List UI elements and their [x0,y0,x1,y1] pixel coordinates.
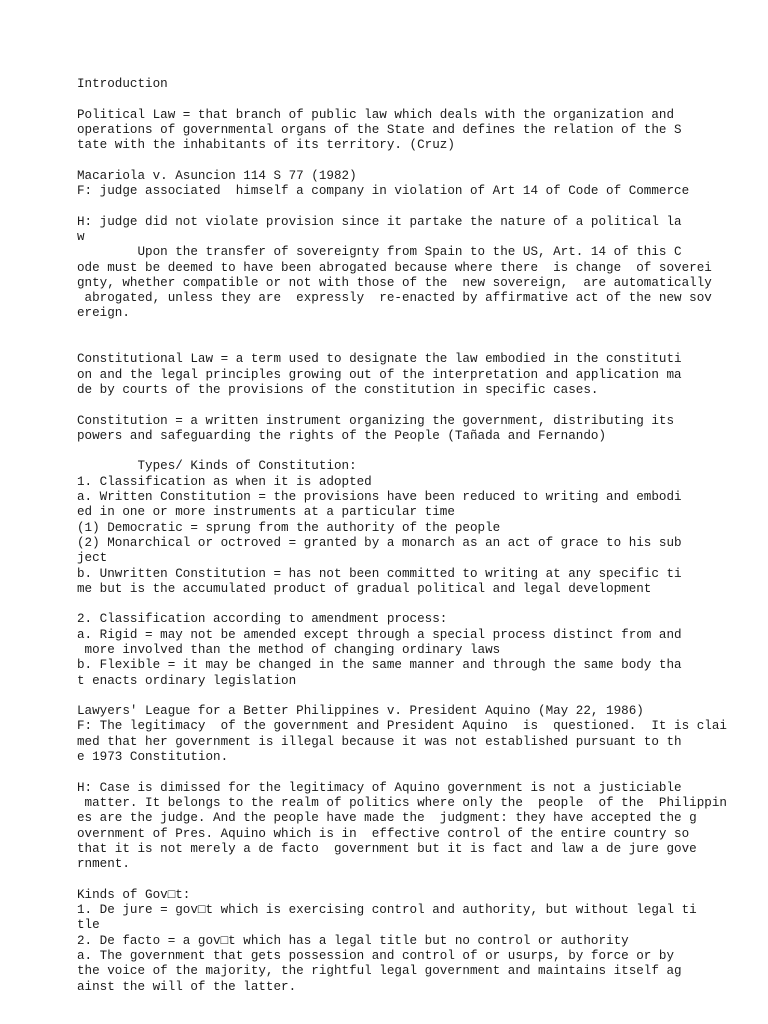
blank-line [77,765,757,780]
text-line: a. Rigid = may not be amended except through a special process distinct from and [77,627,682,642]
text-line: F: The legitimacy of the government and President Aquino is questioned. It is clai [77,719,727,734]
text-line: Political Law = that branch of public law which deals with the organization and [77,107,675,122]
blank-line [77,872,757,887]
text-line: e 1973 Constitution. [77,750,229,765]
text-line: on and the legal principles growing out of the interpretation and application ma [77,367,682,382]
text-line: H: Case is dimissed for the legitimacy of Aquino government is not a justiciable [77,780,682,795]
text-line: t enacts ordinary legislation [77,673,297,688]
text-line: a. The government that gets possession and control of or usurps, by force or by [77,948,675,963]
text-line: 2. Classification according to amendment process: [77,612,448,627]
text-line: Constitution = a written instrument organizing the government, distributing its [77,413,675,428]
text-line: Lawyers' League for a Better Philippines v. President Aquino (May 22, 1986) [77,704,644,719]
text-line: matter. It belongs to the realm of politics where only the people of the Philippin [77,795,727,810]
text-line: Kinds of Gov□t: [77,887,191,902]
text-line: Constitutional Law = a term used to designate the law embodied in the constituti [77,352,682,367]
text-line: ode must be deemed to have been abrogated because where there is change of soverei [77,260,712,275]
text-line: ed in one or more instruments at a particular time [77,505,455,520]
blank-line [77,337,757,352]
text-line: the voice of the majority, the rightful legal government and maintains itself ag [77,964,682,979]
text-line: me but is the accumulated product of gradual political and legal development [77,581,652,596]
text-line: 2. De facto = a gov□t which has a legal title but no control or authority [77,933,629,948]
text-line: H: judge did not violate provision since it partake the nature of a political la [77,214,682,229]
blank-line [77,398,757,413]
blank-line [77,322,757,337]
text-line: more involved than the method of changing ordinary laws [77,642,501,657]
document-page [77,77,757,995]
text-line: (1) Democratic = sprung from the authority of the people [77,520,501,535]
blank-line [77,597,757,612]
text-line: tle [77,918,100,933]
blank-line [77,444,757,459]
blank-line [77,199,757,214]
text-line: med that her government is illegal because it was not established pursuant to th [77,734,682,749]
text-line: ainst the will of the latter. [77,979,297,994]
text-line: 1. Classification as when it is adopted [77,474,372,489]
text-line: operations of governmental organs of the State and defines the relation of the S [77,122,682,137]
text-line: Types/ Kinds of Constitution: [77,459,357,474]
blank-line [77,92,757,107]
text-line: rnment. [77,857,130,872]
text-line: 1. De jure = gov□t which is exercising control and authority, but without legal ti [77,903,697,918]
text-line: ject [77,551,108,566]
text-line: F: judge associated himself a company in violation of Art 14 of Code of Commerce [77,184,690,199]
text-line: (2) Monarchical or octroved = granted by a monarch as an act of grace to his sub [77,535,682,550]
text-line: tate with the inhabitants of its territory. (Cruz) [77,138,455,153]
text-line: a. Written Constitution = the provisions have been reduced to writing and embodi [77,490,682,505]
text-line: es are the judge. And the people have made the judgment: they have accepted the g [77,811,697,826]
text-line: b. Unwritten Constitution = has not been committed to writing at any specific ti [77,566,682,581]
text-line: Upon the transfer of sovereignty from Spain to the US, Art. 14 of this C [77,245,682,260]
blank-line [77,153,757,168]
text-line: w [77,229,85,244]
text-line: ereign. [77,306,130,321]
text-line: that it is not merely a de facto government but it is fact and law a de jure gove [77,841,697,856]
text-line: overnment of Pres. Aquino which is in effective control of the entire country so [77,826,690,841]
text-line: Macariola v. Asuncion 114 S 77 (1982) [77,168,357,183]
text-line: de by courts of the provisions of the constitution in specific cases. [77,382,599,397]
blank-line [77,689,757,704]
text-line: gnty, whether compatible or not with those of the new sovereign, are automatically [77,275,712,290]
text-line: Introduction [77,77,168,91]
text-line: powers and safeguarding the rights of the People (Tañada and Fernando) [77,428,607,443]
text-line: b. Flexible = it may be changed in the same manner and through the same body tha [77,658,682,673]
text-line: abrogated, unless they are expressly re-enacted by affirmative act of the new sov [77,291,712,306]
